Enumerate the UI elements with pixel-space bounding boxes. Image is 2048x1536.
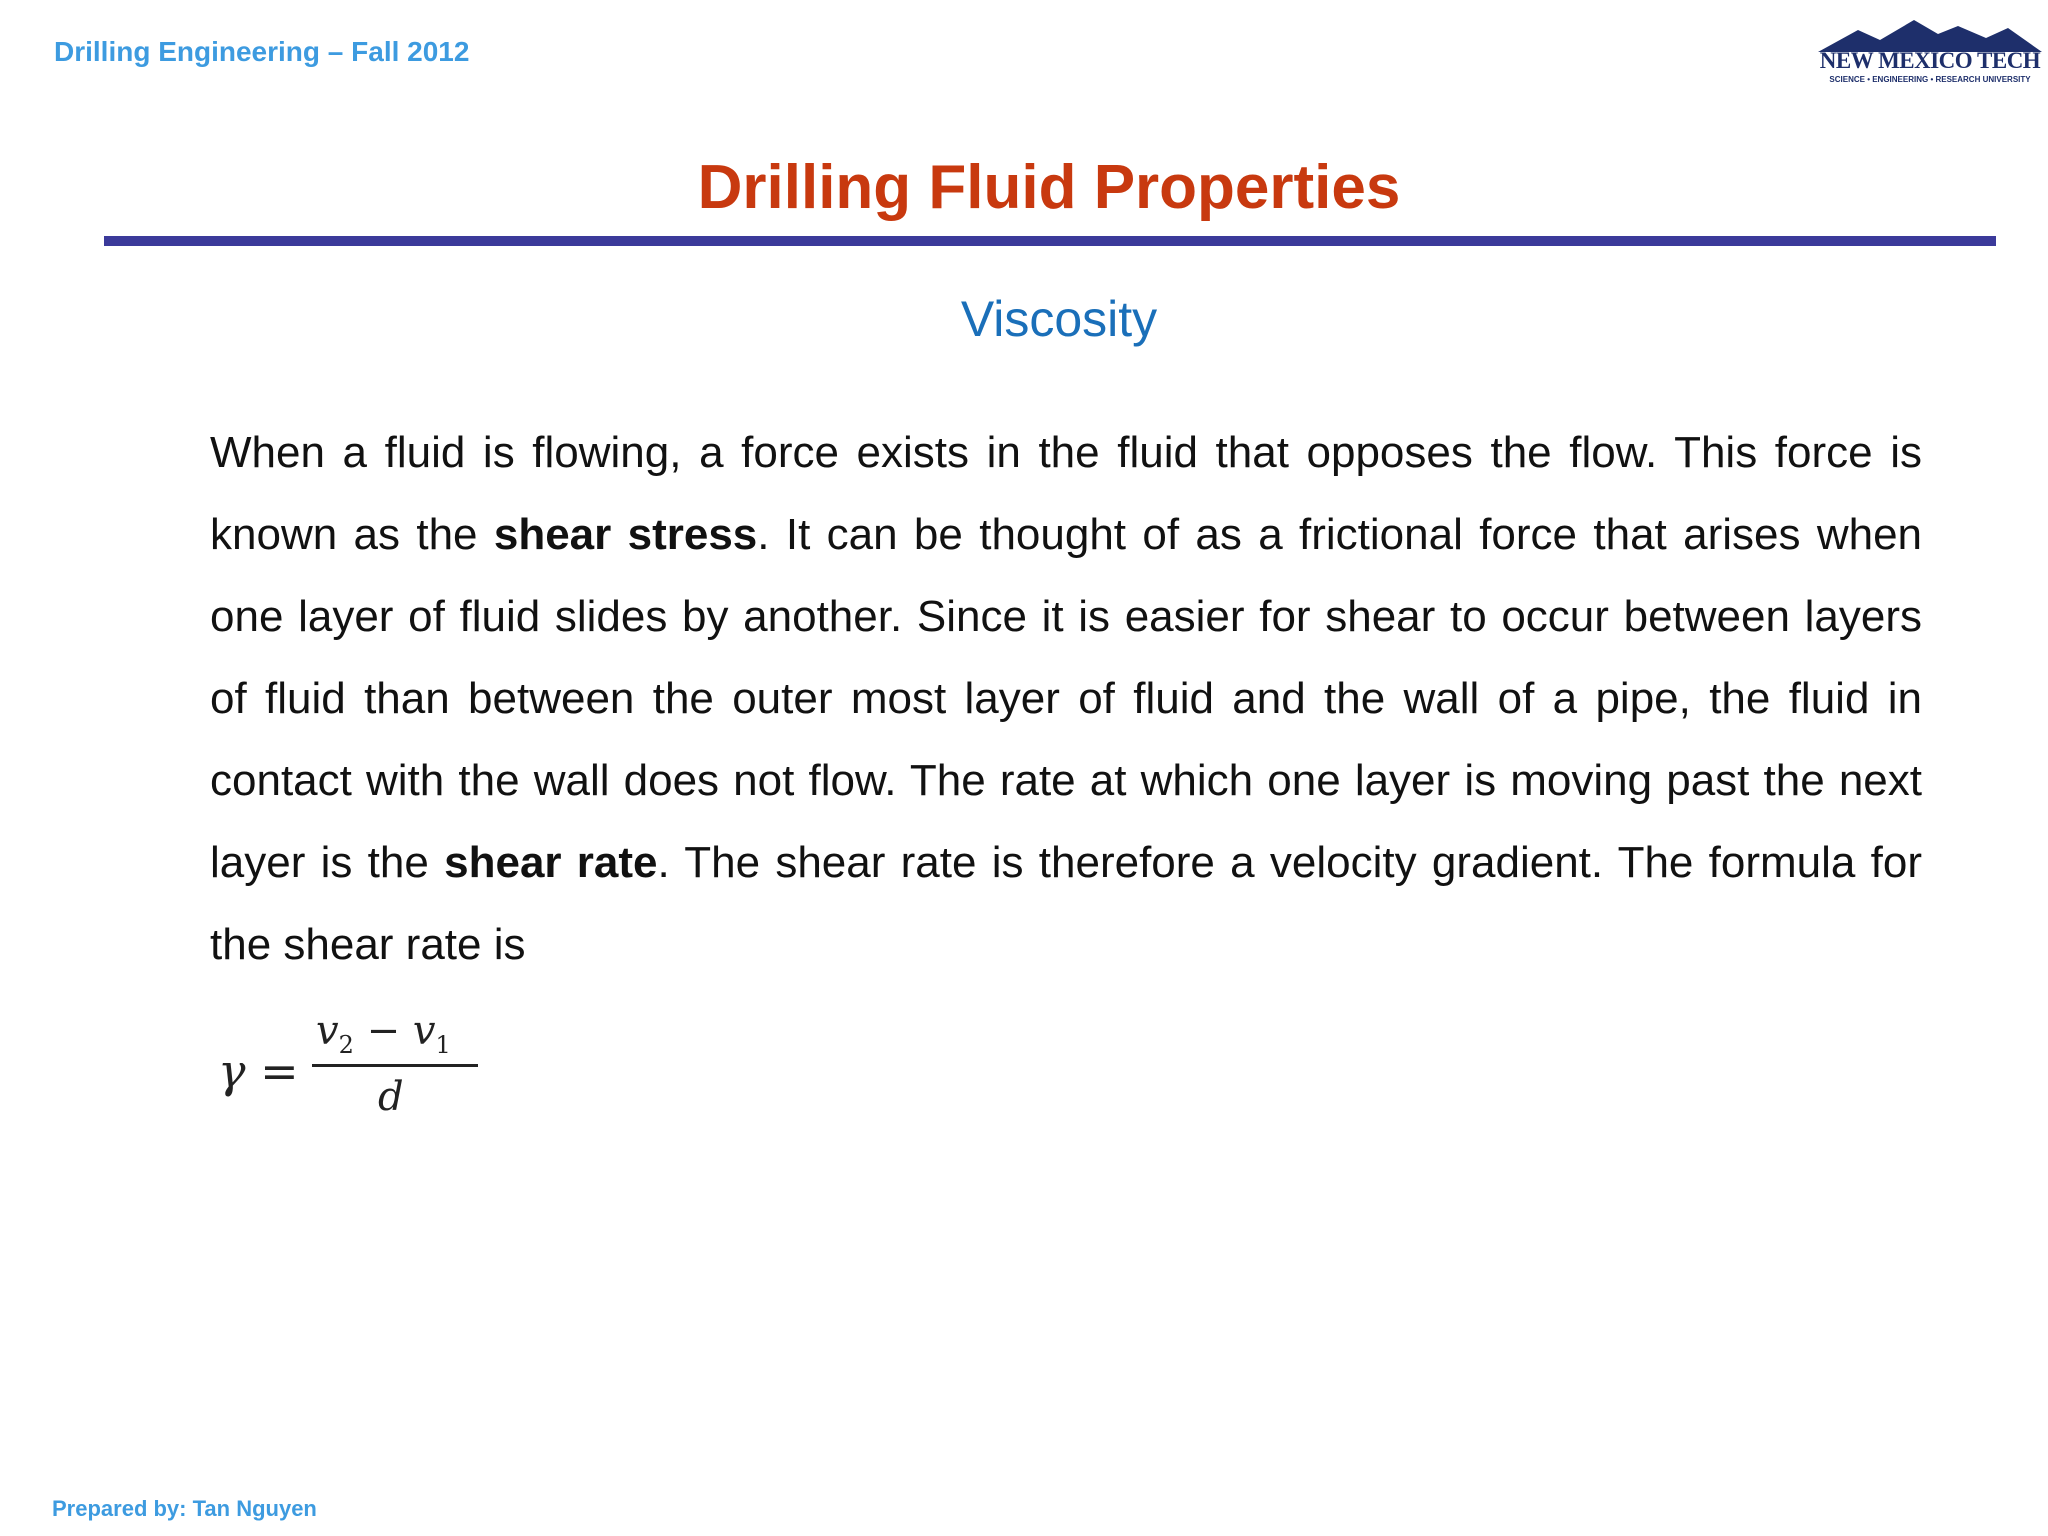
formula-lhs: γ = [218,1044,299,1098]
formula-denominator: d [378,1074,404,1120]
logo-name: NEW MEXICO TECH [1819,48,2041,73]
paragraph-text: . It can be thought of as a frictional force that arises when one layer of fluid slides by another. Since it is easier for shear to occur between layers of fluid than between the outer most layer of fluid and the wall of a pipe, the fluid in contact with the wall does not flow. The rate at which one layer is moving past the next layer is the [210,510,1923,887]
minus-sign: − [353,1008,413,1054]
term-shear-stress: shear stress [493,510,758,559]
sub-2: 2 [338,1031,354,1059]
shear-rate-formula [218,1008,488,1128]
body-paragraph [210,412,1922,986]
fraction-bar [312,1064,478,1067]
paragraph-text: . The shear rate is therefore a velocity gradient. The formula for the shear rate is [210,838,1923,969]
slide-title: Drilling Fluid Properties [697,153,1401,222]
university-logo [1818,18,2042,90]
formula-numerator [316,1008,451,1059]
var-v2: v [316,1008,339,1054]
title-divider [104,236,1996,246]
term-shear-rate: shear rate [444,838,658,887]
slide-subtitle: Viscosity [960,291,1158,347]
logo-tagline: SCIENCE • ENGINEERING • RESEARCH UNIVERSITY [1829,75,2031,84]
footer-credit: Prepared by: Tan Nguyen [52,1496,317,1521]
mountain-logo-icon [1818,18,2042,52]
paragraph-text: When a fluid is flowing, a force exists in the fluid that opposes the flow. This force is known as the [210,428,1922,559]
course-header: Drilling Engineering – Fall 2012 [54,36,470,67]
sub-1: 1 [435,1031,451,1059]
var-v1: v [412,1008,436,1054]
